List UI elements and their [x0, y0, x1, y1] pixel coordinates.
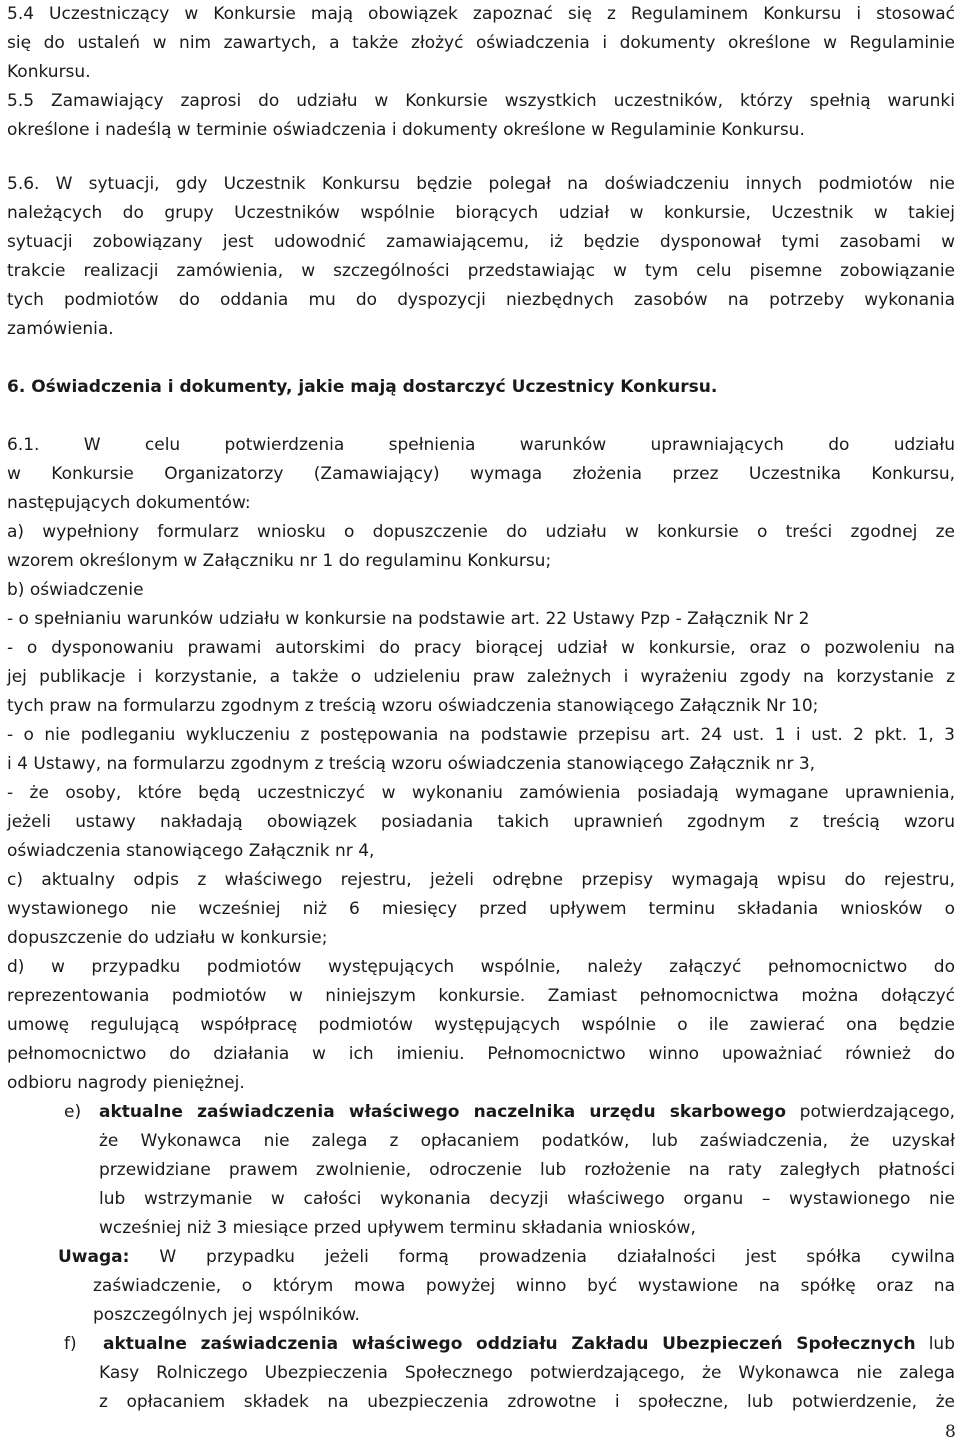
- item-b-line: tych praw na formularzu zgodnym z treścią wzoru oświadczenia stanowiącego Załącznik Nr 10;: [7, 696, 819, 716]
- item-b-line: - o nie podleganiu wykluczeniu z postępowania na podstawie przepisu art. 24 ust. 1 i ust. 2 pkt. 1, 3: [7, 725, 955, 745]
- item-b-line: jeżeli ustawy nakładają obowiązek posiadania takich uprawnień zgodnym z treścią wzoru: [7, 812, 955, 832]
- item-d-line: pełnomocnictwo do działania w ich imieniu. Pełnomocnictwo winno upoważniać również do: [7, 1044, 955, 1064]
- paragraph-5-6-line: trakcie realizacji zamówienia, w szczególności przedstawiając w tym celu pisemne zobowiązanie: [7, 261, 955, 281]
- note-label: Uwaga:: [58, 1247, 130, 1267]
- item-c-line: dopuszczenie do udziału w konkursie;: [7, 928, 328, 948]
- paragraph-6-1-line: w Konkursie Organizatorzy (Zamawiający) wymaga złożenia przez Uczestnika Konkursu,: [7, 464, 955, 484]
- item-d-line: odbioru nagrody pieniężnej.: [7, 1073, 245, 1093]
- item-c-line: wystawionego nie wcześniej niż 6 miesięcy przed upływem terminu składania wniosków o: [7, 899, 955, 919]
- item-e-line: [99, 1098, 955, 1127]
- item-e-line: że Wykonawca nie zalega z opłacaniem podatków, lub zaświadczenia, że uzyskał: [99, 1131, 955, 1151]
- item-d-line: reprezentowania podmiotów w niniejszym konkursie. Zamiast pełnomocnictwa można dołączyć: [7, 986, 955, 1006]
- paragraph-5-6-line: należących do grupy Uczestników wspólnie biorących udział w konkursie, Uczestnik w takiej: [7, 203, 955, 223]
- item-f-line: z opłacaniem składek na ubezpieczenia zdrowotne i społeczne, lub potwierdzenie, że: [99, 1392, 955, 1412]
- paragraph-5-5-line: 5.5 Zamawiający zaprosi do udziału w Konkursie wszystkich uczestników, którzy spełnią warunki: [7, 91, 955, 111]
- item-e-line: wcześniej niż 3 miesiące przed upływem terminu składania wniosków,: [99, 1218, 696, 1238]
- paragraph-5-6-line: 5.6. W sytuacji, gdy Uczestnik Konkursu będzie polegał na doświadczeniu innych podmiotów nie: [7, 174, 955, 194]
- item-a-line: a) wypełniony formularz wniosku o dopuszczenie do udziału w konkursie o treści zgodnej ze: [7, 522, 955, 542]
- item-f-bold-text: aktualne zaświadczenia właściwego oddziału Zakładu Ubezpieczeń Społecznych: [103, 1334, 916, 1354]
- note-line: poszczególnych jej wspólników.: [93, 1305, 360, 1325]
- item-f-line: [103, 1330, 955, 1359]
- item-f-label: f): [64, 1334, 77, 1354]
- page-number: 8: [945, 1422, 956, 1442]
- item-b-line: jej publikacje i korzystanie, a także o udzieleniu praw zależnych i wyrażeniu zgody na korzystanie z: [7, 667, 955, 687]
- paragraph-5-4-line: Konkursu.: [7, 62, 91, 82]
- section-6-heading: 6. Oświadczenia i dokumenty, jakie mają dostarczyć Uczestnicy Konkursu.: [7, 377, 718, 397]
- paragraph-5-4-line: się do ustaleń w nim zawartych, a także złożyć oświadczenia i dokumenty określone w Regulaminie: [7, 33, 955, 53]
- paragraph-5-5-line: określone i nadeślą w terminie oświadczenia i dokumenty określone w Regulaminie Konkursu.: [7, 120, 805, 140]
- note-text: W przypadku jeżeli formą prowadzenia działalności jest spółka cywilna: [129, 1247, 955, 1267]
- item-e-text: potwierdzającego,: [786, 1102, 955, 1122]
- item-f-line: Kasy Rolniczego Ubezpieczenia Społecznego potwierdzającego, że Wykonawca nie zalega: [99, 1363, 955, 1383]
- item-b-line: i 4 Ustawy, na formularzu zgodnym z treścią wzoru oświadczenia stanowiącego Załącznik nr 3,: [7, 754, 816, 774]
- item-f-text: lub: [915, 1334, 956, 1354]
- item-e-label: e): [64, 1102, 82, 1122]
- note-line: zaświadczenie, o którym mowa powyżej winno być wystawione na spółkę oraz na: [93, 1276, 955, 1296]
- item-b-line: - że osoby, które będą uczestniczyć w wykonaniu zamówienia posiadają wymagane uprawnienia,: [7, 783, 955, 803]
- paragraph-6-1-line: następujących dokumentów:: [7, 493, 251, 513]
- item-e-line: przewidziane prawem zwolnienie, odroczenie lub rozłożenie na raty zaległych płatności: [99, 1160, 955, 1180]
- paragraph-6-1-line: 6.1. W celu potwierdzenia spełnienia warunków uprawniających do udziału: [7, 435, 955, 455]
- paragraph-5-4-line: 5.4 Uczestniczący w Konkursie mają obowiązek zapoznać się z Regulaminem Konkursu i stosować: [7, 4, 955, 24]
- paragraph-5-6-line: zamówienia.: [7, 319, 114, 339]
- item-a-line: wzorem określonym w Załączniku nr 1 do regulaminu Konkursu;: [7, 551, 552, 571]
- item-d-line: d) w przypadku podmiotów występujących wspólnie, należy załączyć pełnomocnictwo do: [7, 957, 955, 977]
- item-b-line: b) oświadczenie: [7, 580, 144, 600]
- note-line: [58, 1243, 955, 1272]
- item-b-line: - o dysponowaniu prawami autorskimi do pracy biorącej udział w konkursie, oraz o pozwoleniu na: [7, 638, 955, 658]
- item-d-line: umowę regulującą współpracę podmiotów występujących wspólnie o ile zawierać ona będzie: [7, 1015, 955, 1035]
- item-b-line: oświadczenia stanowiącego Załącznik nr 4,: [7, 841, 375, 861]
- item-b-line: - o spełnianiu warunków udziału w konkursie na podstawie art. 22 Ustawy Pzp - Załącznik Nr 2: [7, 609, 810, 629]
- paragraph-5-6-line: tych podmiotów do oddania mu do dyspozycji niezbędnych zasobów na potrzeby wykonania: [7, 290, 955, 310]
- item-e-line: lub wstrzymanie w całości wykonania decyzji właściwego organu – wystawionego nie: [99, 1189, 955, 1209]
- paragraph-5-6-line: sytuacji zobowiązany jest udowodnić zamawiającemu, iż będzie dysponował tymi zasobami w: [7, 232, 955, 252]
- item-c-line: c) aktualny odpis z właściwego rejestru, jeżeli odrębne przepisy wymagają wpisu do rejestru,: [7, 870, 955, 890]
- item-e-bold-text: aktualne zaświadczenia właściwego naczelnika urzędu skarbowego: [99, 1102, 787, 1122]
